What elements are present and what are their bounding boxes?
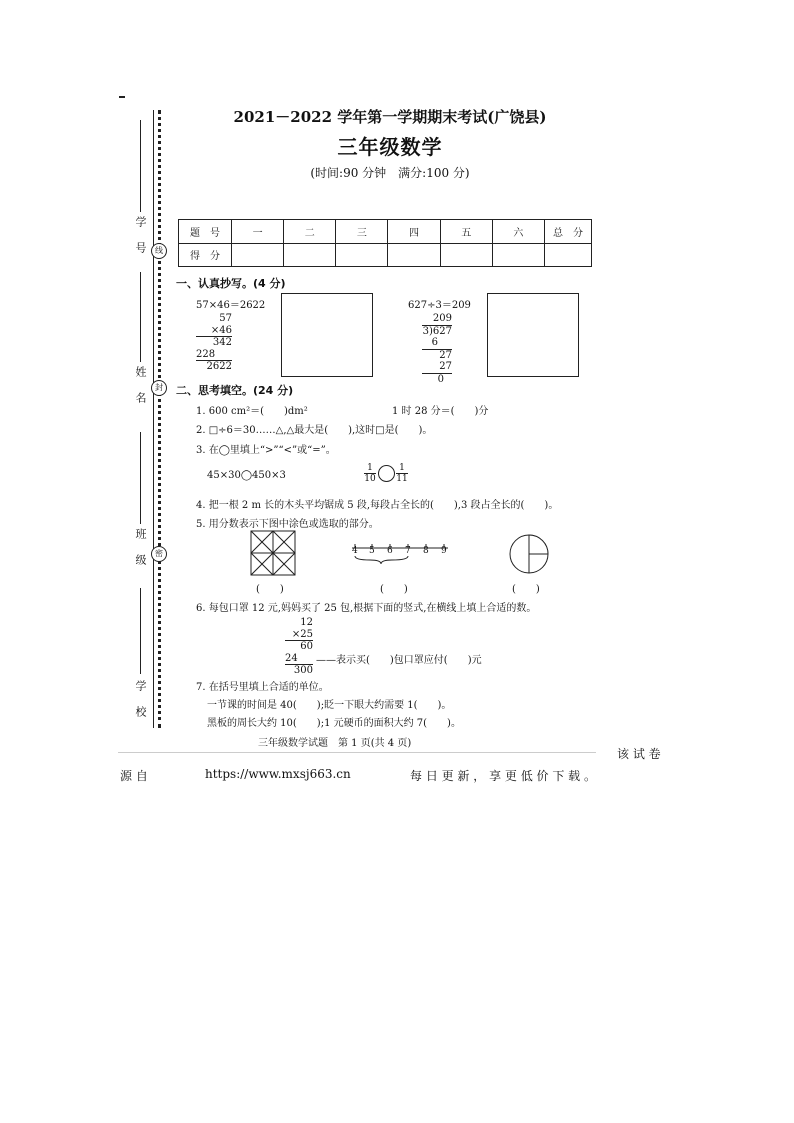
corner-mark <box>119 96 125 98</box>
calc-line: 0 <box>437 373 444 385</box>
compare-circle[interactable] <box>378 465 395 482</box>
exam-title: 2021－2022 学年第一学期期末考试(广饶县) <box>233 108 547 126</box>
q5-answer-2[interactable]: ( ) <box>380 584 408 595</box>
exam-subtitle: (时间:90 分钟 满分:100 分) <box>310 166 470 180</box>
q5-square-figure <box>250 530 296 576</box>
score-header-cell: 五 <box>440 220 492 244</box>
q5-answer-3[interactable]: ( ) <box>512 584 540 595</box>
score-header-cell: 六 <box>492 220 544 244</box>
binding-line <box>158 110 161 728</box>
calc-line: ×25 <box>285 629 313 642</box>
fraction-denominator: 11 <box>396 474 408 484</box>
fraction-denominator: 10 <box>364 474 376 484</box>
fraction-numerator: 1 <box>396 463 408 474</box>
section1-heading: 一、认真抄写。(4 分) <box>176 277 286 290</box>
class-label: 班 级 <box>134 528 147 567</box>
q5-tick-label: 4 <box>352 546 358 556</box>
seal-seal-mark: 封 <box>151 380 167 396</box>
question-6-note: ——表示买( )包口罩应付( )元 <box>316 655 482 666</box>
calc-line: 27 <box>439 349 452 361</box>
question-1a: 1. 600 cm²＝( )dm² <box>196 406 308 417</box>
question-5: 5. 用分数表示下图中涂色或选取的部分。 <box>196 519 379 530</box>
copy-box-left[interactable] <box>281 293 373 377</box>
footer-note-right: 该 试 卷 <box>617 747 661 761</box>
q5-tick-label: 8 <box>423 546 429 556</box>
score-header-cell: 总 分 <box>545 220 592 244</box>
q5-tick-label: 7 <box>405 546 411 556</box>
question-4: 4. 把一根 2 m 长的木头平均锯成 5 段,每段占全长的( ),3 段占全长的( )。 <box>196 500 559 511</box>
q5-circle-figure <box>508 533 550 575</box>
question-7a: 一节课的时间是 40( );眨一下眼大约需要 1( )。 <box>207 700 452 711</box>
score-header-cell: 一 <box>232 220 284 244</box>
seal-line-mark: 线 <box>151 243 167 259</box>
score-cell[interactable] <box>232 243 284 267</box>
question-3: 3. 在◯里填上“>”“<”或“=”。 <box>196 445 336 456</box>
question-6: 6. 每包口罩 12 元,妈妈买了 25 包,根据下面的竖式,在横线上填上合适的数。 <box>196 603 537 614</box>
page-footer: 三年级数学试题 第 1 页(共 4 页) <box>258 738 412 749</box>
score-cell[interactable] <box>388 243 440 267</box>
q5-answer-1[interactable]: ( ) <box>256 584 284 595</box>
calc-line: 3)627 <box>422 325 452 337</box>
calc-line: 24 <box>285 653 313 666</box>
q5-number-line <box>350 542 450 566</box>
student-name-label: 姓 名 <box>134 366 147 405</box>
score-row-label: 得 分 <box>179 243 232 267</box>
question-3a: 45×30◯450×3 <box>207 470 286 481</box>
binding-edge <box>153 110 154 728</box>
section1-right-expression: 627÷3＝209 <box>408 300 471 311</box>
question-7b: 黑板的周长大约 10( );1 元硬币的面积大约 7( )。 <box>207 718 461 729</box>
student-id-label: 学 号 <box>134 216 147 255</box>
calc-line: 60 <box>300 641 313 652</box>
calc-line: 300 <box>293 665 313 676</box>
score-value-row <box>179 243 592 267</box>
calc-line: 342 <box>212 337 232 348</box>
score-header-cell: 四 <box>388 220 440 244</box>
score-cell[interactable] <box>284 243 336 267</box>
footer-source-label: 源 自 <box>120 769 148 783</box>
score-cell[interactable] <box>545 243 592 267</box>
question-2: 2. □÷6＝30……△,△最大是( ),这时□是( )。 <box>196 425 433 436</box>
calc-line: 2622 <box>206 361 232 372</box>
school-label: 学 校 <box>134 680 147 719</box>
fraction-1-11 <box>396 463 408 484</box>
calc-line: 12 <box>300 617 313 628</box>
section1-right-calc <box>408 313 452 385</box>
score-header-label: 题 号 <box>179 220 232 244</box>
school-underline <box>140 588 141 674</box>
question-7: 7. 在括号里填上合适的单位。 <box>196 682 329 693</box>
section1-left-calc <box>196 313 232 373</box>
section1-left-expression: 57×46＝2622 <box>196 300 266 311</box>
q5-tick-label: 9 <box>441 546 447 556</box>
calc-line: 209 <box>422 313 452 326</box>
score-cell[interactable] <box>440 243 492 267</box>
section2-heading: 二、思考填空。(24 分) <box>176 384 294 397</box>
score-cell[interactable] <box>492 243 544 267</box>
q5-tick-label: 6 <box>387 546 393 556</box>
score-header-row <box>179 220 592 244</box>
fraction-numerator: 1 <box>364 463 376 474</box>
calc-line: 27 <box>422 361 452 374</box>
copy-box-right[interactable] <box>487 293 579 377</box>
score-header-cell: 三 <box>336 220 388 244</box>
id-underline <box>140 120 141 212</box>
footer-slogan: 每 日 更 新 ， 享 更 低 价 下 载 。 <box>410 769 596 783</box>
calc-line: ×46 <box>196 325 232 338</box>
subject-title: 三年级数学 <box>337 135 443 159</box>
fraction-1-10 <box>364 463 376 484</box>
seal-secret-mark: 密 <box>151 546 167 562</box>
class-underline <box>140 432 141 524</box>
score-header-cell: 二 <box>284 220 336 244</box>
question-1b: 1 时 28 分＝( )分 <box>392 406 489 417</box>
q5-tick-label: 5 <box>369 546 375 556</box>
footer-rule <box>118 752 596 753</box>
calc-line: 6 <box>422 337 452 350</box>
score-cell[interactable] <box>336 243 388 267</box>
calc-line: 228 <box>196 349 232 362</box>
name-underline <box>140 272 141 362</box>
footer-url-link[interactable]: https://www.mxsj663.cn <box>205 767 351 781</box>
score-table <box>178 219 592 267</box>
question-6-calc <box>285 617 313 677</box>
calc-line: 57 <box>219 313 232 324</box>
